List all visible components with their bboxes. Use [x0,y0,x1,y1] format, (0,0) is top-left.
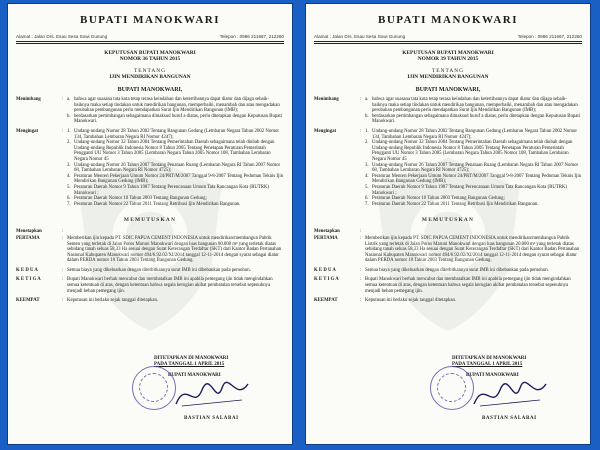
ketiga-label: K E T I G A [314,277,339,283]
list-item: 6. Peraturan Daerah Nomor 10 Tahun 2003 Tentang Bangunan Gedung; [67,196,207,202]
keempat-text: Keputusan ini berlaku sejak tanggal ditetapkan. [365,298,457,304]
kedua-label: K E D U A [16,267,38,273]
tentang-label: TENTANG [133,67,167,74]
kedua-section: K E D U A : Semua biaya yang dikeluarkan dengan diterbitkannya surat IMB ini dibebankan pada pemohon. [16,268,284,274]
handwritten-signature [172,376,252,412]
letterhead-rule [16,41,284,42]
list-item: 1. Undang-undang Nomor 28 Tahun 2002 Tentang Bangunan Gedung (Lembaran Negara Tahun 2002 Nomor 134, Tambahan Lembaran Negara RI Nomor 4247); [67,129,279,140]
pertama-text: Memberikan ijin kepada PT. SDIC PAPUA CEMENT INDONESIA untuk mendirikan/membangun Pabrik Listrik yang terletak di Jalan Poros Maruni Manokwari dengan luas bangunan 20.000 m² yang terletak diatas sebidang tanah seluas 58,33 Ha sesuai dengan Surat Keterangan Terdaftar (SKT) dari Kantor Badan Pertanahan Nasional Kabupaten Manokwari nomor 494/6.92.02/XI/2014 tanggal 12-11-2014 dengan syarat sebagai diatur dalam PERDA nomor 10 Tahun 2003 Tentang Bangunan Gedung. [365,235,580,264]
signatory-name: BASTIAN SALABAI [184,416,239,421]
keempat-section: KEEMPAT : Keputusan ini berlaku sejak tanggal ditetapkan. [16,298,284,304]
issuer-heading: BUPATI MANOKWARI, [117,86,183,93]
letterhead-title: BUPATI MANOKWARI [79,14,220,26]
list-item: 3. Undang-undang Nomor 26 Tahun 2007 Tentang Penataan Ruang (Lembaran Negara RI Tahun 2007 Nomor 68, Tambahan Lembaran Negara RI Nomor 4725); [365,162,579,174]
letterhead-contact [16,34,284,39]
issuer-heading: BUPATI MANOKWARI, [415,86,481,93]
menetapkan-section: Menetapkan : [16,229,64,235]
menetapkan-label: Menetapkan [16,229,42,235]
signatory-title: BUPATI MANOKWARI [168,372,221,378]
pertama-label: PERTAMA [314,235,338,241]
ketiga-section: K E T I G A : Bupati Manokwari berhak mencabut dan membatalkan IMB ini apabila pemegang ijin tidak mengindahkan semua ketentuan di atas, dengan ketentuan bahwa segala kerugian akibat pembatalan tersebut sepenuhnya menjadi beban pemegang ijin. [16,277,284,294]
mengingat-section: Mengingat : 1. Undang-undang Nomor 28 Tahun 2002 Tentang Bangunan Gedung (Lembaran Negara Tahun 2002 Nomor 134, Tambahan Lembaran Negara RI Nomor 4247); 2. Undang-undang Nomor 32 Tahun 2004 Tentang Pemerintahan Daerah sebagaimana telah diubah dengan Undang-undang Republik Indonesia Nomor 8 Tahun 2005 Tentang Penetapan Peraturan Pemerintah Pengganti UU Nomor 3 Tahun 2005 (Lembaran Negara Tahun 2005 Nomor 108, Tambahan Lembaran Negara Nomor 45 3. Undang-undang Nomor 26 Tahun 2007 Tentang Penataan Ruang (Lembaran Negara RI Tahun 2007 Nomor 68, Tambahan Lembaran Negara RI Nomor 4725); 4. Peraturan Menteri Pekerjaan Umum Nomor 24/PRT/M/2007 Tanggal 9-8-2007 Tentang Pedoman Teknis Ijin Mendirikan Bangunan Gedung (IMB); 5. Peraturan Daerah Nomor 9 Tahun 1987 Tentang Perencanaan Umum Tata Rancangan Kota (RUTRK) Manokwari ; 6. Peraturan Daerah Nomor 10 Tahun 2003 Tentang Bangunan Gedung; 7. Peraturan Daerah Nomor 22 Tahun 2011 Tentang Retribusi Ijin Mendirikan Bangunan. [16,129,284,207]
letterhead-rule-thin [16,43,284,44]
keempat-label: KEEMPAT [16,298,40,304]
list-item: a. bahwa agar suasana tata kota tetap terasa keindahan dan ketertibannya dapat diatur dan dijaga sebaik-baiknya maka setiap tindakan untuk mendirikan bangunan, memperbaiki, menambah dan atau mengadakan perubahan pembangunan perlu mendapatkan Surat Ijin Mendirikan Bangunan (IMB); [365,97,578,114]
letterhead-phone: Telepon : 0986 211667, 212260 [219,34,284,39]
ditetapkan-place: DITETAPKAN DI MANOKWARI [154,356,229,361]
ditetapkan-date: PADA TANGGAL 1 APRIL 2015 [154,361,225,367]
menimbang-section: Menimbang : a. bahwa agar suasana tata kota tetap terasa keindahan dan ketertibannya dapat diatur dan dijaga sebaik-baiknya maka setiap tindakan untuk mendirikan bangunan, memperbaiki, menambah dan atau mengadakan perubahan pembangunan perlu mendapatkan Surat Ijin Mendirikan Bangunan (IMB); b. berdasarkan pertimbangan sebagaimana dimaksud huruf a diatas, perlu ditetapkan dengan Keputusan Bupati Manokwari. [314,97,581,125]
pertama-label: PERTAMA [16,235,40,241]
menetapkan-section: Menetapkan : [314,229,362,235]
list-item: 5. Peraturan Daerah Nomor 9 Tahun 1987 Tentang Perencanaan Umum Tata Rancangan Kota (RUTRK) Manokwari ; [365,184,568,196]
list-item: 3. Undang-undang Nomor 26 Tahun 2007 Tentang Penataan Ruang (Lembaran Negara RI Tahun 2007 Nomor 68, Tambahan Lembaran Negara RI Nomor 4725); [67,162,281,174]
mengingat-label: Mengingat [16,129,39,134]
list-item: 7. Peraturan Daerah Nomor 22 Tahun 2011 Tentang Retribusi Ijin Mendirikan Bangunan. [67,201,241,207]
list-item: b. berdasarkan pertimbangan sebagaimana dimaksud huruf a diatas, perlu ditetapkan dengan Keputusan Bupati Manokwari. [67,113,283,125]
list-item: 2. Undang-undang Nomor 32 Tahun 2004 Tentang Pemerintahan Daerah sebagaimana telah diubah dengan Undang-undang Republik Indonesia Nomor 8 Tahun 2005 Tentang Penetapan Peraturan Pemerintah Pengganti UU Nomor 3 Tahun 2005 (Lembaran Negara Tahun 2005 Nomor 108, Tambahan Lembaran Negara Nomor 45 [365,140,573,162]
official-stamp [132,366,176,410]
mengingat-section: Mengingat : 1. Undang-undang Nomor 28 Tahun 2002 Tentang Bangunan Gedung (Lembaran Negara Tahun 2002 Nomor 134, Tambahan Lembaran Negara RI Nomor 4247); 2. Undang-undang Nomor 32 Tahun 2004 Tentang Pemerintahan Daerah sebagaimana telah diubah dengan Undang-undang Republik Indonesia Nomor 8 Tahun 2005 Tentang Penetapan Peraturan Pemerintah Pengganti UU Nomor 3 Tahun 2005 (Lembaran Negara Tahun 2005 Nomor 108, Tambahan Lembaran Negara Nomor 45 3. Undang-undang Nomor 26 Tahun 2007 Tentang Penataan Ruang (Lembaran Negara RI Tahun 2007 Nomor 68, Tambahan Lembaran Negara RI Nomor 4725); 4. Peraturan Menteri Pekerjaan Umum Nomor 24/PRT/M/2007 Tanggal 9-8-2007 Tentang Pedoman Teknis Ijin Mendirikan Bangunan Gedung (IMB); 5. Peraturan Daerah Nomor 9 Tahun 1987 Tentang Perencanaan Umum Tata Rancangan Kota (RUTRK) Manokwari ; 6. Peraturan Daerah Nomor 10 Tahun 2003 Tentang Bangunan Gedung; 7. Peraturan Daerah Nomor 22 Tahun 2011 Tentang Retribusi Ijin Mendirikan Bangunan. [314,129,582,207]
tentang-label: TENTANG [431,67,465,74]
letterhead-rule-thin [314,43,582,44]
pertama-section: PERTAMA : Memberikan ijin kepada PT. SDIC PAPUA CEMENT INDONESIA untuk mendirikan/membangun Pabrik Listrik yang terletak di Jalan Poros Maruni Manokwari dengan luas bangunan 20.000 m² yang terletak diatas sebidang tanah seluas 58,33 Ha sesuai dengan Surat Keterangan Terdaftar (SKT) dari Kantor Badan Pertanahan Nasional Kabupaten Manokwari nomor 494/6.92.02/XI/2014 tanggal 12-11-2014 dengan syarat sebagai diatur dalam PERDA nomor 10 Tahun 2003 Tentang Bangunan Gedung. [314,236,582,264]
decree-number: NOMOR 39 TAHUN 2015 [417,56,479,63]
ditetapkan-place: DITETAPKAN DI MANOKWARI [452,356,527,361]
kedua-text: Semua biaya yang dikeluarkan dengan diterbitkannya surat IMB ini dibebankan pada pemohon. [67,267,251,273]
list-item: 2. Undang-undang Nomor 32 Tahun 2004 Tentang Pemerintahan Daerah sebagaimana telah diubah dengan Undang-undang Republik Indonesia Nomor 8 Tahun 2005 Tentang Penetapan Peraturan Pemerintah Pengganti UU Nomor 3 Tahun 2005 (Lembaran Negara Tahun 2005 Nomor 108, Tambahan Lembaran Negara Nomor 45 [67,140,275,162]
signature-block [154,356,284,421]
signatory-name: BASTIAN SALABAI [482,416,537,421]
ketiga-text: Bupati Manokwari berhak mencabut dan membatalkan IMB ini apabila pemegang ijin tidak mengindahkan semua ketentuan di atas, dengan ketentuan bahwa segala kerugian akibat pembatalan tersebut sepenuhnya menjadi beban pemegang ijin. [365,277,571,294]
kedua-label: K E D U A [314,267,336,273]
menimbang-label: Menimbang [314,97,339,103]
handwritten-signature [470,376,550,412]
menimbang-section: Menimbang : a. bahwa agar suasana tata kota tetap terasa keindahan dan ketertibannya dapat diatur dan dijaga sebaik-baiknya maka setiap tindakan untuk mendirikan bangunan, memperbaiki, menambah dan atau mengadakan perubahan pembangunan perlu mendapatkan Surat Ijin Mendirikan Bangunan (IMB); b. berdasarkan pertimbangan sebagaimana dimaksud huruf a diatas, perlu ditetapkan dengan Keputusan Bupati Manokwari. [16,97,283,125]
pertama-section: PERTAMA : Memberikan ijin kepada PT. SDIC PAPUA CEMENT INDONESIA untuk mendirikan/membangun Pabrik Semen yang terletak di Jalan Poros Maruni Manokwari dengan luas bangunan 60.000 m² yang terletak diatas sebidang tanah seluas 58,33 Ha sesuai dengan Surat Keterangan Terdaftar (SKT) dari Kantor Badan Pertanahan Nasional Kabupaten Manokwari nomor 494/6.92.02/XI/2014 tanggal 12-11-2014 dengan syarat sebagai diatur dalam PERDA nomor 10 Tahun 2003 Tentang Bangunan Gedung. [16,236,284,264]
keempat-text: Keputusan ini berlaku sejak tanggal ditetapkan. [67,298,159,304]
keempat-label: KEEMPAT [314,298,338,304]
list-item: 4. Peraturan Menteri Pekerjaan Umum Nomor 24/PRT/M/2007 Tanggal 9-8-2007 Tentang Pedoman Teknis Ijin Mendirikan Bangunan Gedung (IMB); [365,173,582,185]
ketiga-label: K E T I G A [16,277,41,283]
letterhead-contact [314,34,582,39]
memutuskan-heading: MEMUTUSKAN [123,217,177,224]
decree-title: KEPUTUSAN BUPATI MANOKWARI [104,50,196,56]
letterhead-title: BUPATI MANOKWARI [377,14,518,26]
list-item: 4. Peraturan Menteri Pekerjaan Umum Nomor 24/PRT/M/2007 Tanggal 9-8-2007 Tentang Pedoman Teknis Ijin Mendirikan Bangunan Gedung (IMB); [67,173,284,185]
keempat-section: KEEMPAT : Keputusan ini berlaku sejak tanggal ditetapkan. [314,298,582,304]
decree-page-2 [306,4,590,444]
list-item: 7. Peraturan Daerah Nomor 22 Tahun 2011 Tentang Retribusi Ijin Mendirikan Bangunan. [365,201,539,207]
menimbang-label: Menimbang [16,97,41,103]
decree-title: KEPUTUSAN BUPATI MANOKWARI [402,50,494,56]
kedua-section: K E D U A : Semua biaya yang dikeluarkan dengan diterbitkannya surat IMB ini dibebankan pada pemohon. [314,268,582,274]
letterhead-rule [314,41,582,42]
ditetapkan-date: PADA TANGGAL 1 APRIL 2015 [452,361,523,367]
list-item: 5. Peraturan Daerah Nomor 9 Tahun 1987 Tentang Perencanaan Umum Tata Rancangan Kota (RUTRK) Manokwari ; [67,184,270,196]
decree-subject: IJIN MENDIRIKAN BANGUNAN [109,74,191,81]
list-item: 1. Undang-undang Nomor 28 Tahun 2002 Tentang Bangunan Gedung (Lembaran Negara Tahun 2002 Nomor 134, Tambahan Lembaran Negara RI Nomor 4247); [365,129,577,140]
letterhead-phone: Telepon : 0986 211667, 212260 [517,34,582,39]
memutuskan-heading: MEMUTUSKAN [421,217,475,224]
signature-block [452,356,582,421]
pertama-text: Memberikan ijin kepada PT. SDIC PAPUA CEMENT INDONESIA untuk mendirikan/membangun Pabrik Semen yang terletak di Jalan Poros Maruni Manokwari dengan luas bangunan 60.000 m² yang terletak diatas sebidang tanah seluas 58,33 Ha sesuai dengan Surat Keterangan Terdaftar (SKT) dari Kantor Badan Pertanahan Nasional Kabupaten Manokwari nomor 494/6.92.02/XI/2014 tanggal 12-11-2014 dengan syarat sebagai diatur dalam PERDA nomor 10 Tahun 2003 Tentang Bangunan Gedung. [67,235,282,264]
kedua-text: Semua biaya yang dikeluarkan dengan diterbitkannya surat IMB ini dibebankan pada pemohon. [365,267,549,273]
menetapkan-label: Menetapkan [314,229,340,235]
letterhead-address: Alamat : Jalan Drs. Esau Sesa Sowi Gunung [314,34,406,39]
list-item: b. berdasarkan pertimbangan sebagaimana dimaksud huruf a diatas, perlu ditetapkan dengan Keputusan Bupati Manokwari. [365,113,581,125]
decree-subject: IJIN MENDIRIKAN BANGUNAN [407,74,489,81]
official-stamp [430,366,474,410]
signatory-title: BUPATI MANOKWARI [466,372,519,378]
ketiga-text: Bupati Manokwari berhak mencabut dan membatalkan IMB ini apabila pemegang ijin tidak mengindahkan semua ketentuan di atas, dengan ketentuan bahwa segala kerugian akibat pembatalan tersebut sepenuhnya menjadi beban pemegang ijin. [67,277,273,294]
list-item: 6. Peraturan Daerah Nomor 10 Tahun 2003 Tentang Bangunan Gedung; [365,196,505,202]
letterhead-address: Alamat : Jalan Drs. Esau Sesa Sowi Gunung [16,34,108,39]
decree-number: NOMOR 36 TAHUN 2015 [119,56,181,63]
mengingat-label: Mengingat [314,129,337,134]
decree-page-1 [8,4,292,444]
list-item: a. bahwa agar suasana tata kota tetap terasa keindahan dan ketertibannya dapat diatur dan dijaga sebaik-baiknya maka setiap tindakan untuk mendirikan bangunan, memperbaiki, menambah dan atau mengadakan perubahan pembangunan perlu mendapatkan Surat Ijin Mendirikan Bangunan (IMB); [67,97,280,114]
ketiga-section: K E T I G A : Bupati Manokwari berhak mencabut dan membatalkan IMB ini apabila pemegang ijin tidak mengindahkan semua ketentuan di atas, dengan ketentuan bahwa segala kerugian akibat pembatalan tersebut sepenuhnya menjadi beban pemegang ijin. [314,277,582,294]
